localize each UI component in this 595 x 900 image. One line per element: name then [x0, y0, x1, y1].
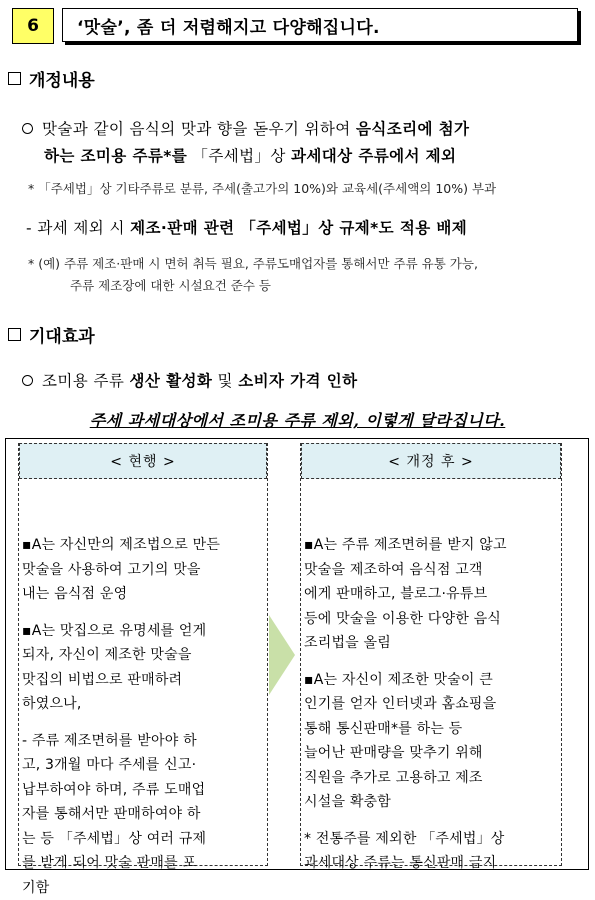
after-text-line: * 전통주를 제외한 「주세법」상 — [304, 827, 561, 852]
change-note-1: * 「주세법」상 기타주류로 분류, 주세(출고가의 10%)와 교육세(주세액의 10%) 부과 — [28, 179, 496, 197]
checkbox-icon — [8, 72, 21, 85]
change-item-2: - 과세 제외 시 제조·판매 관련 「주세법」상 규제*도 적용 배제 — [26, 216, 467, 238]
change-item-1-line-2: 하는 조미용 주류*를 「주세법」상 과세대상 주류에서 제외 — [44, 144, 456, 166]
after-text-line: 직원을 추가로 고용하고 제조 — [304, 766, 561, 791]
change-item-1-line-1: 맛술과 같이 음식의 맛과 향을 돋우기 위하여 음식조리에 첨가 — [22, 117, 469, 139]
section-heading-effects — [8, 322, 95, 347]
after-text-line: ▪A는 주류 제조면허를 받지 않고 — [304, 533, 561, 558]
after-text-line — [304, 815, 561, 827]
after-text-line: 에게 판매하고, 블로그·유튜브 — [304, 582, 561, 607]
after-text-line: 등에 맛술을 이용한 다양한 음식 — [304, 607, 561, 632]
current-text-line: 기함 — [22, 876, 267, 900]
after-text-line — [304, 656, 561, 668]
current-text-line: ▪A는 자신만의 제조법으로 만든 — [22, 533, 267, 558]
circle-bullet-icon — [22, 375, 33, 386]
after-text-line: 통해 통신판매*를 하는 등 — [304, 717, 561, 742]
section-heading-changes-text: 개정내용 — [29, 66, 95, 91]
after-text-line: 시설을 확충함 — [304, 790, 561, 815]
after-text-line: 인기를 얻자 인터넷과 홈쇼핑을 — [304, 692, 561, 717]
current-text-line: 맛집의 비법으로 판매하려 — [22, 668, 267, 693]
after-text-line: 맛술을 제조하여 음식점 고객 — [304, 558, 561, 583]
current-text-line — [22, 607, 267, 619]
section-number-badge — [12, 8, 54, 44]
after-text-line: 조리법을 올림 — [304, 631, 561, 656]
current-text-line: 납부하여야 하며, 주류 도매업 — [22, 778, 267, 803]
current-text-line — [22, 717, 267, 729]
current-column-header: < 현행 > — [19, 443, 267, 479]
after-column-body — [301, 479, 561, 876]
change-note-2-line-2: 주류 제조장에 대한 시설요건 준수 등 — [70, 276, 271, 294]
page-title-box — [62, 8, 578, 42]
current-text-line: 하였으나, — [22, 692, 267, 717]
current-column — [18, 443, 268, 866]
current-text-line: 는 등 「주세법」상 여러 규제 — [22, 827, 267, 852]
after-column-header: < 개정 후 > — [301, 443, 561, 479]
page-title: ‘맛술’, 좀 더 저렴해지고 다양해집니다. — [77, 13, 380, 38]
section-heading-effects-text: 기대효과 — [29, 322, 95, 347]
current-column-body — [19, 479, 267, 900]
current-text-line: 내는 음식점 운영 — [22, 582, 267, 607]
comparison-subtitle: 주세 과세대상에서 조미용 주류 제외, 이렇게 달라집니다. — [0, 408, 595, 431]
effect-item: 조미용 주류 생산 활성화 및 소비자 가격 인하 — [22, 369, 357, 391]
current-text-line: 되자, 자신이 제조한 맛술을 — [22, 643, 267, 668]
after-text-line: 늘어난 판매량을 맞추기 위해 — [304, 741, 561, 766]
circle-bullet-icon — [22, 123, 33, 134]
after-text-line: 과세대상 주류는 통신판매 금지 — [304, 851, 561, 876]
current-text-line: - 주류 제조면허를 받아야 하 — [22, 729, 267, 754]
section-number: 6 — [27, 16, 39, 36]
right-arrow-icon — [269, 615, 295, 695]
current-text-line: 맛술을 사용하여 고기의 맛을 — [22, 558, 267, 583]
current-text-line: 를 받게 되어 맛술 판매를 포 — [22, 851, 267, 876]
section-heading-changes — [8, 66, 95, 91]
current-text-line: 자를 통해서만 판매하여야 하 — [22, 802, 267, 827]
after-text-line: ▪A는 자신이 제조한 맛술이 큰 — [304, 668, 561, 693]
current-text-line: 고, 3개월 마다 주세를 신고· — [22, 753, 267, 778]
checkbox-icon — [8, 328, 21, 341]
after-column — [300, 443, 562, 866]
current-text-line: ▪A는 맛집으로 유명세를 얻게 — [22, 619, 267, 644]
change-note-2-line-1: * (예) 주류 제조·판매 시 면허 취득 필요, 주류도매업자를 통해서만 주류 유통 가능, — [28, 254, 478, 272]
